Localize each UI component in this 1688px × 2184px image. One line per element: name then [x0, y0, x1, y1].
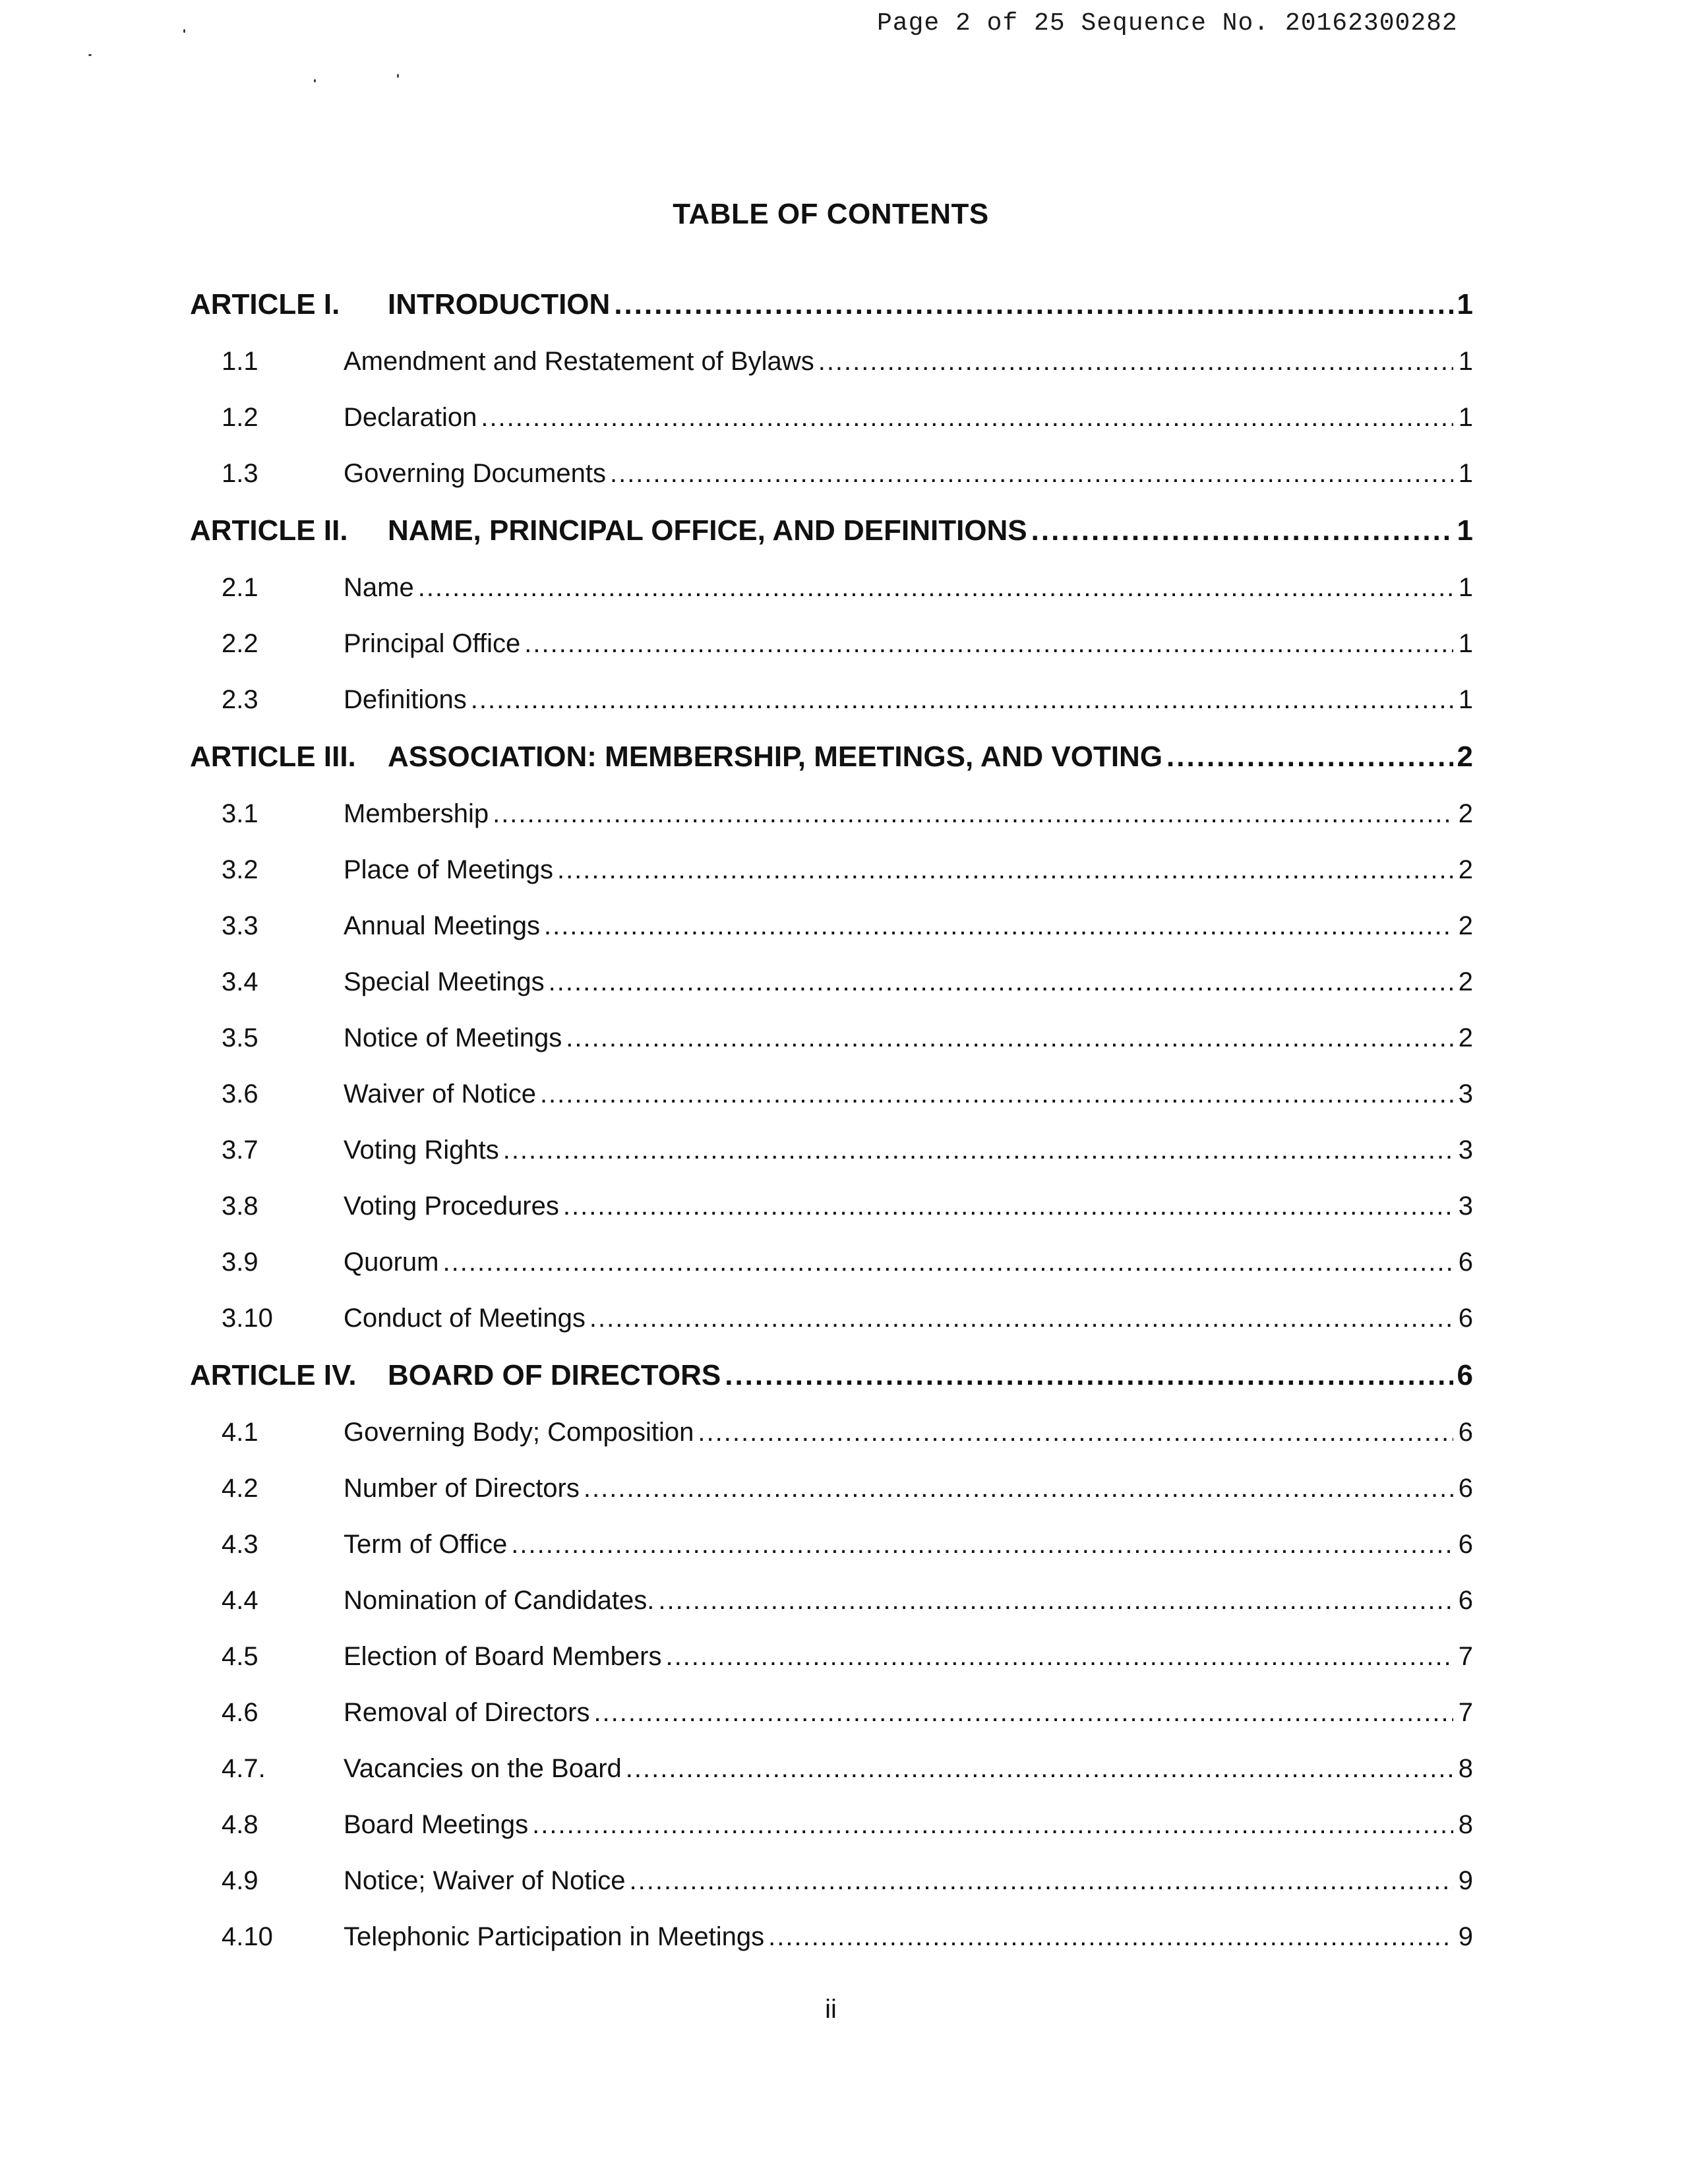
toc-dot-leader [493, 786, 1453, 842]
scan-speck [183, 29, 185, 33]
toc-entry-number: 3.4 [222, 967, 258, 996]
toc-entry-number: 4.7. [222, 1754, 266, 1783]
toc-entry-title: NAME, PRINCIPAL OFFICE, AND DEFINITIONS [388, 514, 1027, 547]
toc-section-row[interactable] [190, 1461, 1473, 1517]
toc-entry-number: 1.1 [222, 347, 258, 376]
toc-dot-leader [549, 954, 1453, 1010]
toc-section-row[interactable] [190, 1234, 1473, 1290]
toc-entry-number: 4.4 [222, 1586, 258, 1615]
toc-dot-leader [593, 1685, 1453, 1741]
scan-speck [88, 54, 92, 56]
toc-entry-page: 7 [1458, 1642, 1473, 1671]
toc-entry-title: Name [344, 573, 414, 602]
toc-entry-title: Quorum [344, 1248, 439, 1277]
toc-dot-leader [768, 1909, 1453, 1965]
toc-section-row[interactable] [190, 1741, 1473, 1797]
toc-dot-leader [443, 1234, 1454, 1290]
toc-entry-number: 4.9 [222, 1866, 258, 1895]
toc-entry-page: 9 [1458, 1866, 1473, 1895]
toc-entry-page: 6 [1458, 1586, 1473, 1615]
toc-entry-title: Amendment and Restatement of Bylaws [344, 347, 814, 376]
toc-entry-title: Annual Meetings [344, 911, 540, 940]
toc-dot-leader [725, 1347, 1453, 1405]
toc-entry-number: 4.8 [222, 1810, 258, 1839]
toc-entry-title: INTRODUCTION [388, 288, 611, 320]
toc-dot-leader [544, 898, 1453, 954]
scan-speck [314, 79, 316, 82]
header-stamp: Page 2 of 25 Sequence No. 20162300282 [877, 9, 1458, 38]
toc-entry-number: ARTICLE II. [190, 514, 348, 547]
toc-title: TABLE OF CONTENTS [673, 198, 989, 230]
toc-article-row[interactable] [190, 502, 1473, 560]
toc-section-row[interactable] [190, 1010, 1473, 1066]
toc-section-row[interactable] [190, 1517, 1473, 1573]
toc-dot-leader [481, 390, 1453, 446]
toc-dot-leader [1031, 502, 1453, 560]
toc-entry-title: Number of Directors [344, 1474, 580, 1503]
toc-entry-number: 4.10 [222, 1922, 273, 1951]
toc-entry-number: 4.3 [222, 1530, 258, 1559]
toc-entry-number: 3.8 [222, 1192, 258, 1221]
toc-section-row[interactable] [190, 672, 1473, 728]
toc-entry-title: Waiver of Notice [344, 1079, 536, 1108]
toc-dot-leader [1166, 728, 1453, 786]
toc-entry-page: 2 [1458, 967, 1473, 996]
toc-entry-title: Term of Office [344, 1530, 508, 1559]
toc-entry-title: Declaration [344, 403, 477, 432]
toc-entry-page: 6 [1457, 1359, 1473, 1391]
toc-entry-page: 7 [1458, 1698, 1473, 1727]
toc-entry-number: 3.6 [222, 1079, 258, 1108]
toc-entry-page: 2 [1458, 911, 1473, 940]
toc-section-row[interactable] [190, 1178, 1473, 1234]
toc-entry-number: 2.2 [222, 629, 258, 658]
toc-section-row[interactable] [190, 1290, 1473, 1347]
toc-entry-title: Nomination of Candidates. [344, 1586, 655, 1615]
toc-section-row[interactable] [190, 390, 1473, 446]
toc-entry-number: 3.2 [222, 855, 258, 884]
toc-dot-leader [566, 1010, 1453, 1066]
toc-article-row[interactable] [190, 728, 1473, 786]
toc-entry-page: 6 [1458, 1418, 1473, 1447]
toc-entry-number: ARTICLE IV. [190, 1359, 357, 1391]
toc-dot-leader [614, 276, 1453, 334]
toc-entry-title: Telephonic Participation in Meetings [344, 1922, 765, 1951]
toc-section-row[interactable] [190, 1629, 1473, 1685]
toc-entry-number: 4.6 [222, 1698, 258, 1727]
toc-section-row[interactable] [190, 786, 1473, 842]
toc-entry-page: 1 [1458, 459, 1473, 488]
toc-entry-page: 3 [1458, 1136, 1473, 1165]
toc-entry-title: Notice; Waiver of Notice [344, 1866, 626, 1895]
toc-dot-leader [584, 1461, 1453, 1517]
toc-entry-title: Membership [344, 799, 489, 828]
toc-entry-number: 1.2 [222, 403, 258, 432]
toc-dot-leader [589, 1290, 1453, 1347]
toc-section-row[interactable] [190, 898, 1473, 954]
toc-section-row[interactable] [190, 1122, 1473, 1178]
toc-entry-title: Removal of Directors [344, 1698, 590, 1727]
toc-section-row[interactable] [190, 1853, 1473, 1909]
toc-section-row[interactable] [190, 1066, 1473, 1122]
toc-dot-leader [471, 672, 1453, 728]
toc-entry-number: 1.3 [222, 459, 258, 488]
table-of-contents [190, 276, 1473, 1965]
toc-section-row[interactable] [190, 334, 1473, 390]
toc-entry-title: Election of Board Members [344, 1642, 662, 1671]
toc-entry-page: 1 [1457, 288, 1473, 320]
toc-dot-leader [818, 334, 1453, 390]
toc-entry-title: ASSOCIATION: MEMBERSHIP, MEETINGS, AND VOTING [388, 741, 1163, 773]
toc-section-row[interactable] [190, 954, 1473, 1010]
toc-entry-page: 1 [1458, 629, 1473, 658]
toc-section-row[interactable] [190, 1405, 1473, 1461]
footer-page-number: ii [825, 1995, 837, 2024]
toc-section-row[interactable] [190, 1909, 1473, 1965]
toc-entry-page: 3 [1458, 1192, 1473, 1221]
toc-entry-title: BOARD OF DIRECTORS [388, 1359, 721, 1391]
toc-entry-number: 2.3 [222, 685, 258, 714]
toc-entry-page: 8 [1458, 1810, 1473, 1839]
toc-dot-leader [698, 1405, 1453, 1461]
toc-entry-title: Special Meetings [344, 967, 545, 996]
toc-entry-page: 6 [1458, 1304, 1473, 1333]
toc-section-row[interactable] [190, 1573, 1473, 1629]
toc-article-row[interactable] [190, 1347, 1473, 1405]
toc-entry-page: 1 [1458, 685, 1473, 714]
toc-entry-title: Place of Meetings [344, 855, 553, 884]
toc-entry-title: Definitions [344, 685, 467, 714]
toc-entry-number: 4.5 [222, 1642, 258, 1671]
toc-dot-leader [610, 446, 1453, 502]
toc-section-row[interactable] [190, 446, 1473, 502]
toc-entry-number: 2.1 [222, 573, 258, 602]
toc-dot-leader [511, 1517, 1453, 1573]
toc-entry-title: Vacancies on the Board [344, 1754, 622, 1783]
toc-entry-number: 4.1 [222, 1418, 258, 1447]
toc-entry-title: Notice of Meetings [344, 1023, 562, 1052]
toc-entry-page: 1 [1458, 347, 1473, 376]
toc-section-row[interactable] [190, 560, 1473, 616]
toc-entry-page: 2 [1458, 1023, 1473, 1052]
toc-entry-page: 2 [1458, 855, 1473, 884]
toc-entry-page: 1 [1458, 573, 1473, 602]
toc-dot-leader [563, 1178, 1453, 1234]
toc-entry-title: Governing Documents [344, 459, 606, 488]
toc-entry-page: 6 [1458, 1474, 1473, 1503]
toc-entry-page: 3 [1458, 1079, 1473, 1108]
toc-entry-number: 4.2 [222, 1474, 258, 1503]
toc-dot-leader [532, 1797, 1453, 1853]
toc-entry-page: 6 [1458, 1248, 1473, 1277]
toc-entry-page: 1 [1457, 514, 1473, 547]
toc-entry-number: ARTICLE III. [190, 741, 356, 773]
toc-entry-title: Board Meetings [344, 1810, 529, 1839]
scan-speck [397, 74, 399, 78]
toc-entry-page: 2 [1457, 741, 1473, 773]
toc-dot-leader [524, 616, 1453, 672]
toc-entry-page: 6 [1458, 1530, 1473, 1559]
toc-section-row[interactable] [190, 1685, 1473, 1741]
toc-dot-leader [418, 560, 1453, 616]
toc-entry-title: Voting Procedures [344, 1192, 559, 1221]
toc-dot-leader [658, 1573, 1453, 1629]
toc-section-row[interactable] [190, 1797, 1473, 1853]
toc-entry-title: Voting Rights [344, 1136, 499, 1165]
toc-dot-leader [540, 1066, 1453, 1122]
toc-entry-number: 3.7 [222, 1136, 258, 1165]
toc-section-row[interactable] [190, 616, 1473, 672]
toc-entry-number: 3.1 [222, 799, 258, 828]
toc-entry-number: 3.5 [222, 1023, 258, 1052]
toc-dot-leader [503, 1122, 1453, 1178]
toc-entry-page: 9 [1458, 1922, 1473, 1951]
toc-entry-number: ARTICLE I. [190, 288, 340, 320]
toc-entry-title: Governing Body; Composition [344, 1418, 694, 1447]
toc-dot-leader [630, 1853, 1453, 1909]
toc-dot-leader [665, 1629, 1453, 1685]
toc-entry-title: Conduct of Meetings [344, 1304, 586, 1333]
toc-entry-page: 2 [1458, 799, 1473, 828]
toc-entry-page: 8 [1458, 1754, 1473, 1783]
toc-article-row[interactable] [190, 276, 1473, 334]
toc-entry-title: Principal Office [344, 629, 521, 658]
toc-entry-number: 3.10 [222, 1304, 273, 1333]
toc-entry-number: 3.9 [222, 1248, 258, 1277]
toc-dot-leader [626, 1741, 1453, 1797]
toc-section-row[interactable] [190, 842, 1473, 898]
toc-entry-page: 1 [1458, 403, 1473, 432]
toc-dot-leader [557, 842, 1453, 898]
toc-entry-number: 3.3 [222, 911, 258, 940]
